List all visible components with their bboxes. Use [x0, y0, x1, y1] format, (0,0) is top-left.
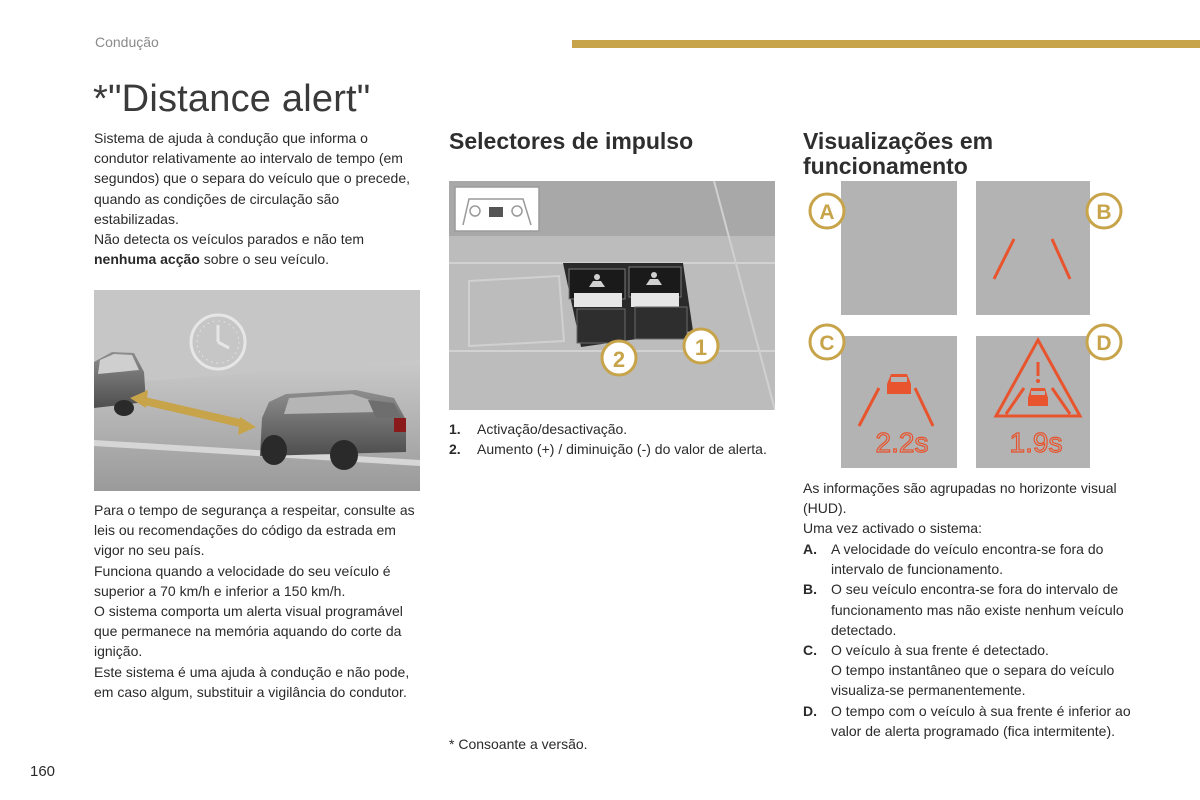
list-marker: C. — [803, 642, 817, 659]
selectors-illustration — [449, 181, 775, 410]
list-text: Aumento (+) / diminuição (-) do valor de alerta. — [477, 441, 767, 458]
selectors-heading: Selectores de impulso — [449, 128, 694, 154]
page-number: 160 — [30, 763, 56, 780]
list-item — [803, 579, 1133, 640]
list-text: O seu veículo encontra-se fora do intervalo de funcionamento mas não existe nenhum veículo detectado. — [831, 581, 1124, 638]
display-panel-a — [807, 181, 957, 315]
list-item — [803, 640, 1133, 701]
list-item — [449, 419, 769, 439]
list-text: O veículo à sua frente é detectado. — [831, 642, 1049, 659]
panel-d-badge-icon — [1087, 325, 1121, 359]
displays-intro-1: As informações são agrupadas no horizonte visual (HUD). — [803, 480, 1117, 517]
safety-paragraph-3: O sistema comporta um alerta visual programável que permanece na memória aquando do corte da ignição. — [94, 603, 403, 660]
list-marker: 2. — [449, 441, 461, 458]
safety-paragraph-1: Para o tempo de segurança a respeitar, consulte as leis ou recomendações do código da estrada em vigor no seu país. — [94, 502, 415, 559]
safety-text — [94, 500, 424, 702]
panel-d-value: 1.9s — [1009, 427, 1063, 458]
car-ahead-icon — [887, 374, 911, 394]
panel-c-badge-icon — [810, 325, 844, 359]
callout-1-icon — [684, 329, 718, 363]
panel-c-value: 2.2s — [875, 427, 929, 458]
display-panel-c — [807, 322, 957, 468]
switch-panel-icon — [563, 263, 693, 347]
displays-intro — [803, 478, 1133, 539]
panel-a-label: A — [819, 201, 835, 224]
display-panel-d — [958, 322, 1126, 468]
selectors-list — [449, 419, 769, 459]
list-marker: D. — [803, 702, 817, 719]
list-text: A velocidade do veículo encontra-se fora do intervalo de funcionamento. — [831, 541, 1104, 578]
callout-2-label: 2 — [612, 347, 626, 372]
panel-b-label: B — [1096, 201, 1112, 224]
list-text: O tempo instantâneo que o separa do veículo visualiza-se permanentemente. — [831, 662, 1115, 699]
displays-list — [803, 539, 1133, 741]
safety-paragraph-2: Funciona quando a velocidade do seu veículo é superior a 70 km/h e inferior a 150 km/h. — [94, 562, 391, 599]
panel-a-badge-icon — [810, 194, 844, 228]
list-text: O tempo com o veículo à sua frente é inferior ao valor de alerta programado (fica intermitente). — [831, 702, 1131, 739]
dashboard-inset-icon — [455, 187, 539, 231]
list-item — [449, 439, 769, 459]
list-marker: B. — [803, 581, 817, 598]
displays-heading: Visualizações em funcionamento — [803, 128, 994, 179]
footnote: * Consoante a versão. — [449, 736, 588, 752]
intro-emphasis: nenhuma acção — [94, 251, 200, 268]
display-panel-b — [958, 181, 1126, 315]
safety-paragraph-4: Este sistema é uma ajuda à condução e não pode, em caso algum, substituir a vigilância do condutor. — [94, 663, 410, 700]
intro-paragraph-2: Não detecta os veículos parados e não tem nenhuma acção sobre o seu veículo. — [94, 231, 365, 268]
callout-2-icon — [602, 341, 636, 375]
page-title: *"Distance alert" — [93, 78, 371, 120]
intro-paragraph-1: Sistema de ajuda à condução que informa o condutor relativamente ao intervalo de tempo (em segundos) que o separa do veículo que o precede, quando as condições de circulação são estabilizadas. — [94, 130, 411, 227]
displays-intro-2: Uma vez activado o sistema: — [803, 520, 982, 537]
list-text: Activação/desactivação. — [477, 421, 628, 437]
distance-scene-illustration — [94, 290, 420, 491]
list-item — [803, 701, 1133, 741]
panel-b-badge-icon — [1087, 194, 1121, 228]
car-ahead-icon — [1028, 388, 1048, 406]
list-marker: A. — [803, 541, 817, 557]
panel-c-label: C — [819, 332, 835, 355]
panel-d-label: D — [1096, 332, 1112, 355]
callout-1-label: 1 — [694, 335, 708, 360]
intro-text — [94, 128, 416, 269]
section-label: Condução — [95, 34, 159, 50]
header-accent-bar — [572, 40, 1200, 48]
list-marker: 1. — [449, 421, 461, 437]
list-item — [803, 539, 1133, 579]
